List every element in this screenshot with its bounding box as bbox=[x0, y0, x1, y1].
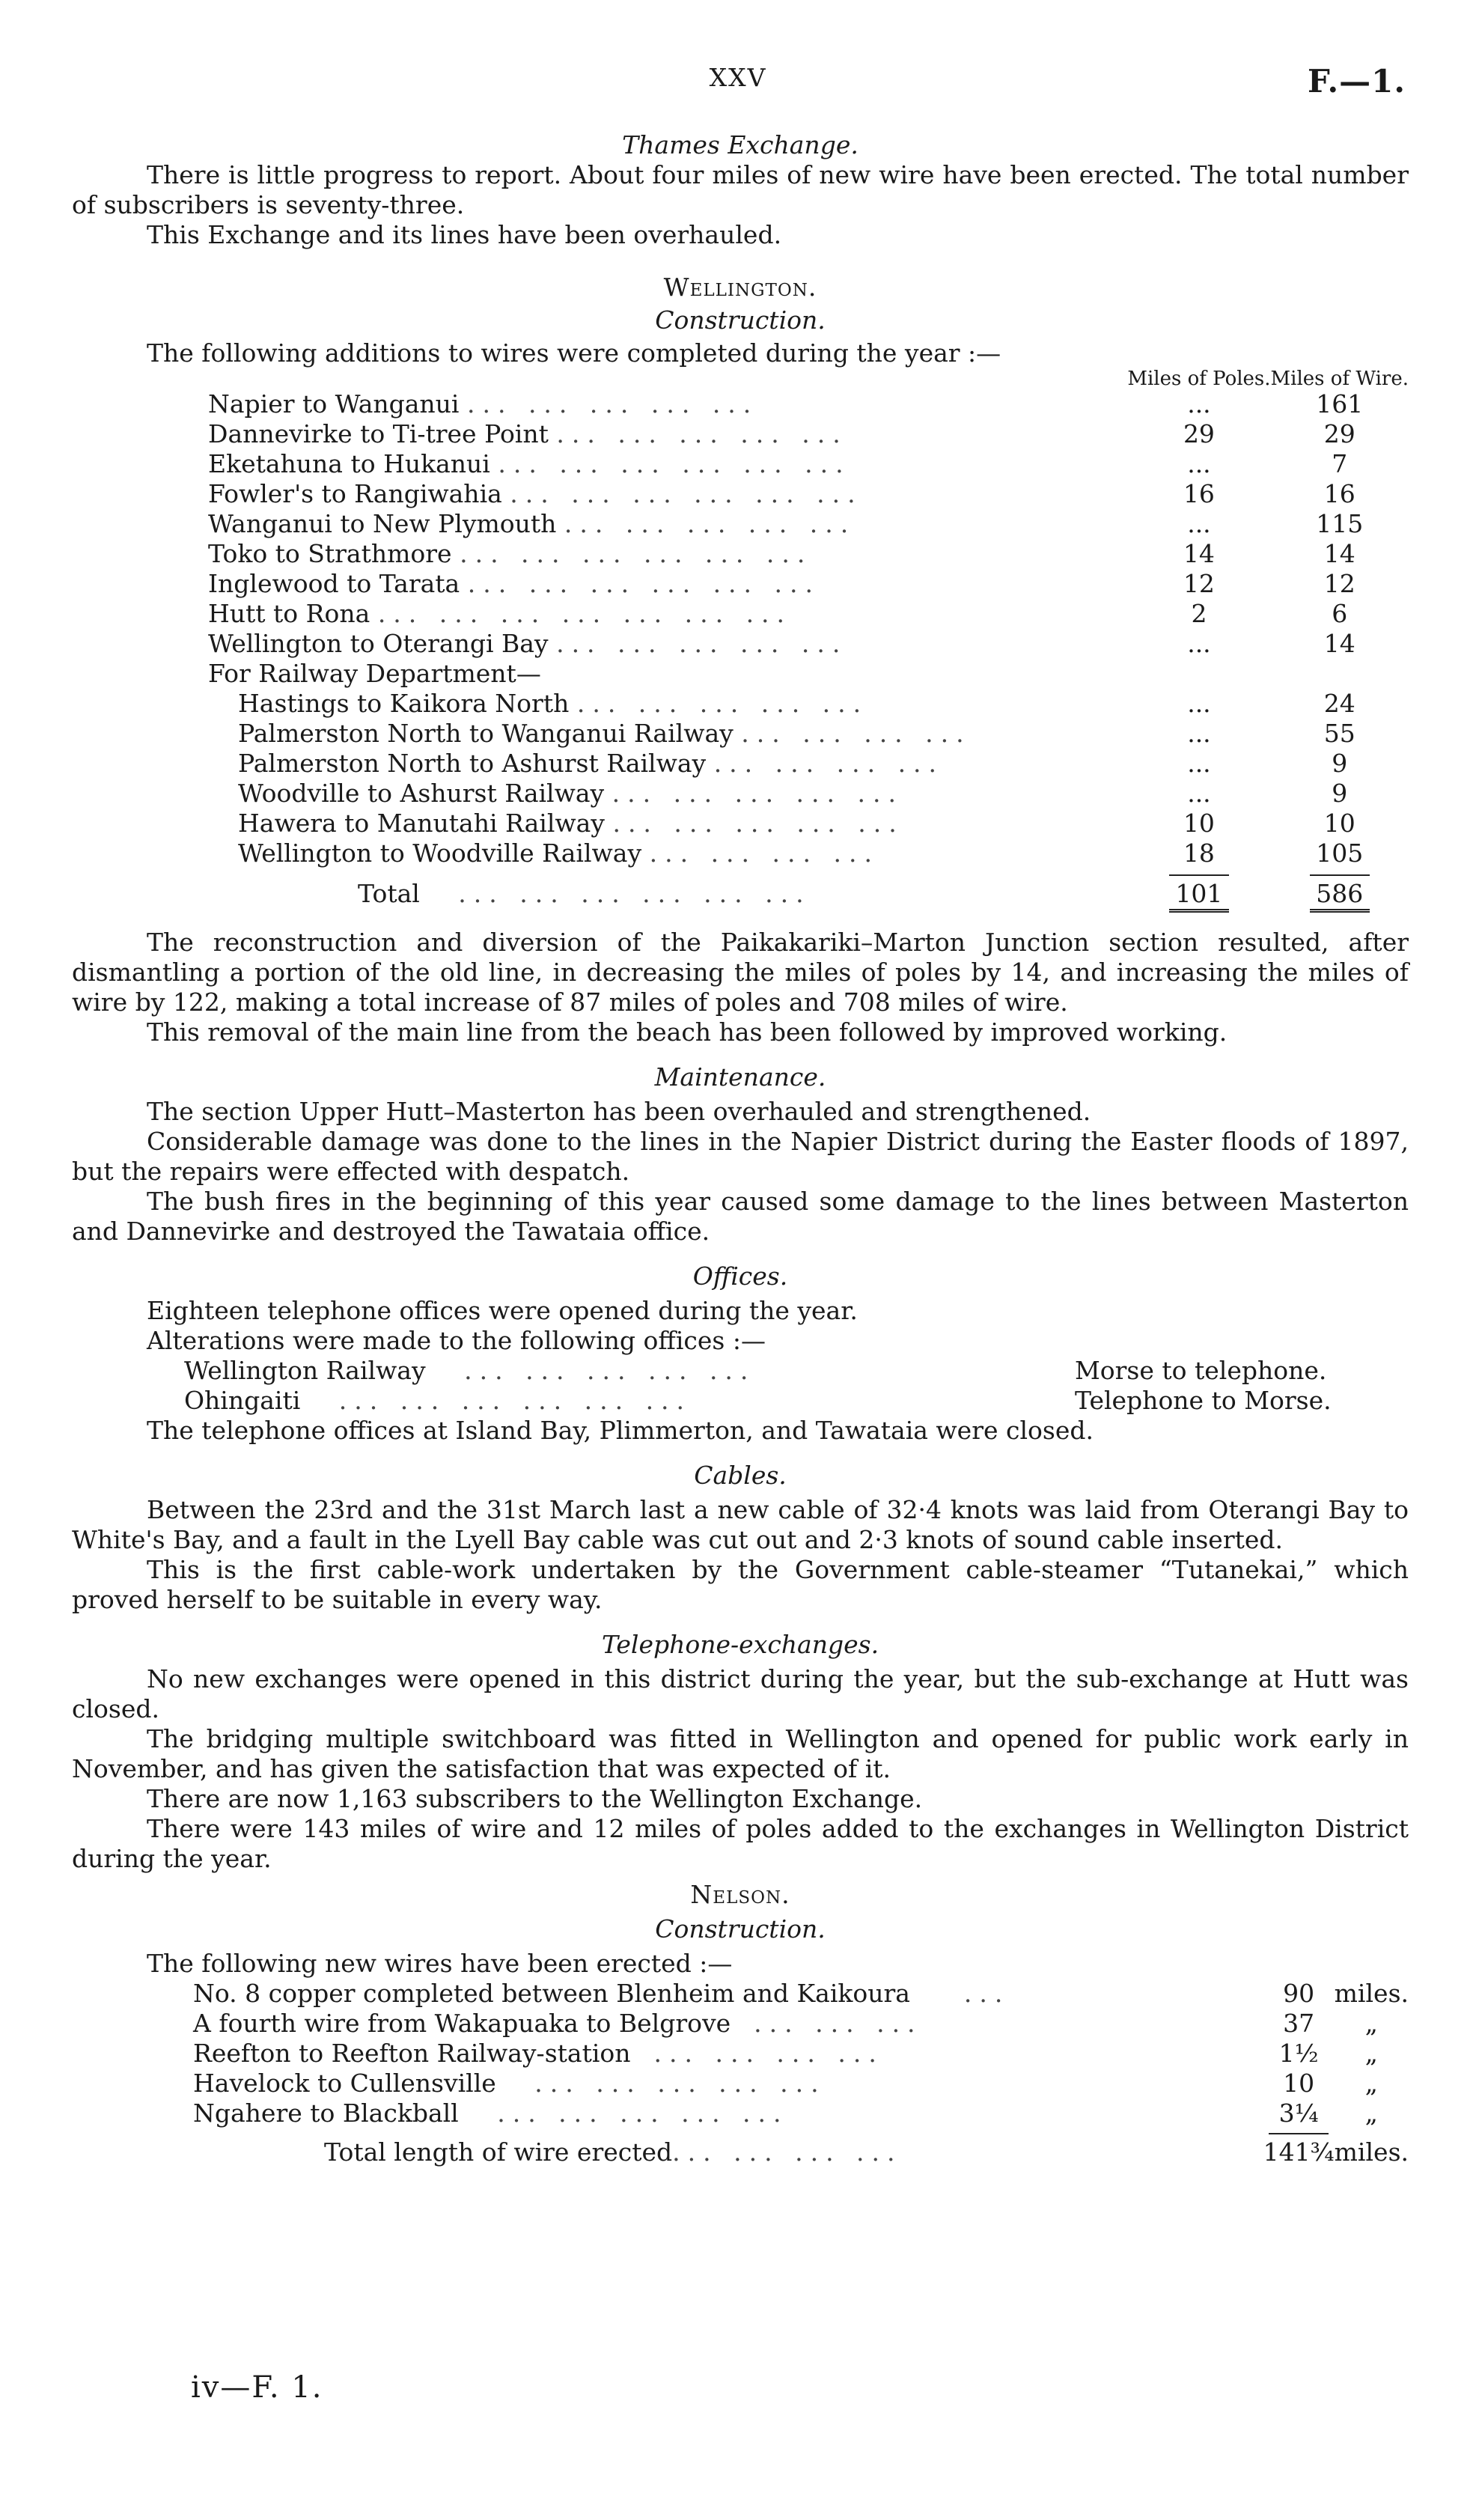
railway-department-row bbox=[208, 659, 1409, 689]
table-row: A fourth wire from Wakapuaka to Belgrove ... ... ... 37 „ bbox=[193, 2009, 1409, 2039]
row-name: Eketahuna to Hukanui bbox=[208, 449, 490, 478]
row-name: Ngahere to Blackball bbox=[193, 2099, 459, 2128]
rule-line bbox=[1169, 874, 1229, 876]
row-wire: 14 bbox=[1323, 539, 1355, 568]
cables-heading: Cables. bbox=[694, 1461, 787, 1490]
nelson-construction-table bbox=[193, 1979, 1409, 2167]
table-row: Reefton to Reefton Railway-station ... ... ... ... 1½ „ bbox=[193, 2039, 1409, 2069]
page-number: XXV bbox=[709, 63, 767, 92]
table-row: Ohingaiti ... ... ... ... ... ... Telephone to Morse. bbox=[184, 1386, 1332, 1415]
table-row: Hawera to Manutahi Railway ... ... ... ... ... 10 10 bbox=[208, 809, 1409, 839]
row-poles: ... bbox=[1187, 509, 1211, 538]
row-poles: 16 bbox=[1183, 479, 1215, 508]
row-wire: 9 bbox=[1332, 779, 1348, 808]
row-name: Woodville to Ashurst Railway bbox=[238, 779, 605, 808]
table-row: Napier to Wanganui ... ... ... ... ... ... 161 bbox=[208, 389, 1409, 419]
page-content bbox=[72, 130, 1409, 2167]
row-poles: ... bbox=[1187, 719, 1211, 748]
rule-line bbox=[1269, 2133, 1329, 2134]
table-row: Wellington to Woodville Railway ... ... ... ... 18 105 bbox=[208, 839, 1409, 868]
nelson-construction-intro: The following new wires have been erected :— bbox=[147, 1949, 733, 1978]
row-wire: 6 bbox=[1332, 599, 1348, 628]
row-name: Havelock to Cullensville bbox=[193, 2069, 496, 2098]
table-row: Wanganui to New Plymouth ... ... ... ... ... ... 115 bbox=[208, 509, 1409, 539]
nelson-heading: Nelson. bbox=[690, 1880, 790, 1909]
row-wire: 105 bbox=[1316, 839, 1364, 868]
row-wire: 24 bbox=[1323, 689, 1355, 718]
row-wire: 7 bbox=[1332, 449, 1348, 478]
nelson-construction-heading: Construction. bbox=[655, 1914, 826, 1944]
row-poles: ... bbox=[1187, 689, 1211, 718]
exchanges-paragraph-4: There were 143 miles of wire and 12 miles of poles added to the exchanges in Wellington District during the year. bbox=[72, 1814, 1409, 1873]
total-unit: miles. bbox=[1334, 2137, 1409, 2167]
table-row: Hutt to Rona ... ... ... ... ... ... ... 2 6 bbox=[208, 599, 1409, 629]
row-value: 1½ bbox=[1278, 2039, 1319, 2068]
exchanges-paragraph-3: There are now 1,163 subscribers to the Wellington Exchange. bbox=[147, 1784, 923, 1813]
total-poles: 101 bbox=[1169, 879, 1229, 913]
wellington-construction-table bbox=[208, 368, 1409, 913]
office-change: Morse to telephone. bbox=[1075, 1356, 1327, 1385]
row-name: Hastings to Kaikora North bbox=[238, 689, 570, 718]
row-wire: 29 bbox=[1323, 419, 1355, 448]
row-unit: „ bbox=[1364, 2039, 1378, 2068]
row-name: No. 8 copper completed between Blenheim and Kaikoura bbox=[193, 1979, 910, 2008]
row-name: Dannevirke to Ti-tree Point bbox=[208, 419, 549, 448]
wellington-construction-heading: Construction. bbox=[655, 305, 826, 335]
table-row: Dannevirke to Ti-tree Point ... ... ... ... ... 29 29 bbox=[208, 419, 1409, 449]
row-poles: ... bbox=[1187, 389, 1211, 419]
row-poles: ... bbox=[1187, 449, 1211, 478]
row-name: Palmerston North to Wanganui Railway bbox=[238, 719, 734, 748]
table-row: Hastings to Kaikora North ... ... ... ... ... ... 24 bbox=[208, 689, 1409, 719]
table-row: Ngahere to Blackball ... ... ... ... ... 3¼ „ bbox=[193, 2099, 1409, 2128]
row-name: Inglewood to Tarata bbox=[208, 569, 460, 598]
table-row: Inglewood to Tarata ... ... ... ... ... ... 12 12 bbox=[208, 569, 1409, 599]
total-wire: 586 bbox=[1310, 879, 1370, 913]
page-signature: iv—F. 1. bbox=[191, 2370, 323, 2405]
total-row: Total ... ... ... ... ... ... 101 586 bbox=[208, 879, 1409, 913]
row-wire: 16 bbox=[1323, 479, 1355, 508]
table-row: Woodville to Ashurst Railway ... ... ... ... ... ... 9 bbox=[208, 779, 1409, 809]
maintenance-paragraph-2: Considerable damage was done to the lines in the Napier District during the Easter floods of 1897, but the repairs were effected with despatch. bbox=[72, 1127, 1409, 1186]
total-rule-row bbox=[208, 868, 1409, 879]
reconstruction-paragraph: The reconstruction and diversion of the Paikakariki–Marton Junction section resulted, after dismantling a portion of the old line, in decreasing the miles of poles by 14, and increasing the miles of wire by 122, making a total increase of 87 miles of poles and 708 miles of wire. bbox=[72, 928, 1409, 1017]
row-poles: ... bbox=[1187, 629, 1211, 658]
row-wire: 10 bbox=[1323, 809, 1355, 838]
row-wire: 9 bbox=[1332, 749, 1348, 778]
office-name: Wellington Railway bbox=[184, 1356, 426, 1385]
row-wire: 115 bbox=[1316, 509, 1364, 538]
cables-paragraph-1: Between the 23rd and the 31st March last a new cable of 32·4 knots was laid from Oterangi Bay to White's Bay, and a fault in the Lyell Bay cable was cut out and 2·3 knots of sound cable inserted. bbox=[72, 1495, 1409, 1554]
row-poles: 29 bbox=[1183, 419, 1215, 448]
row-unit: „ bbox=[1364, 2099, 1378, 2128]
row-value: 10 bbox=[1283, 2069, 1315, 2098]
table-row: Fowler's to Rangiwahia ... ... ... ... ... ... 16 16 bbox=[208, 479, 1409, 509]
total-row: Total length of wire erected... ... ... ... 141¾ miles. bbox=[324, 2137, 1409, 2167]
table-row: No. 8 copper completed between Blenheim and Kaikoura ... 90 miles. bbox=[193, 1979, 1409, 2008]
total-label: Total length of wire erected bbox=[324, 2137, 673, 2167]
row-name: Wellington to Woodville Railway bbox=[238, 839, 642, 868]
row-name: Wellington to Oterangi Bay bbox=[208, 629, 549, 658]
total-rule-row bbox=[193, 2128, 1409, 2137]
row-poles: 14 bbox=[1183, 539, 1215, 568]
row-name: Hawera to Manutahi Railway bbox=[238, 809, 605, 838]
row-poles: 12 bbox=[1183, 569, 1215, 598]
table-row: Wellington Railway ... ... ... ... ... Morse to telephone. bbox=[184, 1356, 1332, 1386]
office-alterations-table bbox=[184, 1356, 1332, 1416]
table-header-row bbox=[208, 368, 1409, 389]
row-wire: 161 bbox=[1316, 389, 1364, 419]
row-name: Toko to Strathmore bbox=[208, 539, 452, 568]
row-name: Reefton to Reefton Railway-station bbox=[193, 2039, 631, 2068]
col-header-miles-of-poles: Miles of Poles. bbox=[1127, 368, 1271, 390]
row-unit: „ bbox=[1364, 2069, 1378, 2098]
thames-paragraph-1: There is little progress to report. About four miles of new wire have been erected. The total number of subscribers is seventy-three. bbox=[72, 160, 1409, 219]
offices-paragraph-3: The telephone offices at Island Bay, Plimmerton, and Tawataia were closed. bbox=[147, 1416, 1094, 1445]
table-row: Eketahuna to Hukanui ... ... ... ... ... ... ... 7 bbox=[208, 449, 1409, 479]
row-value: 90 bbox=[1283, 1979, 1315, 2008]
row-poles: 10 bbox=[1183, 809, 1215, 838]
row-value: 37 bbox=[1283, 2009, 1315, 2038]
row-value: 3¼ bbox=[1278, 2099, 1319, 2128]
exchanges-paragraph-1: No new exchanges were opened in this district during the year, but the sub-exchange at Hutt was closed. bbox=[72, 1664, 1409, 1723]
maintenance-heading: Maintenance. bbox=[654, 1062, 826, 1092]
row-name: A fourth wire from Wakapuaka to Belgrove bbox=[193, 2009, 731, 2038]
offices-paragraph-2: Alterations were made to the following offices :— bbox=[147, 1326, 766, 1355]
row-name: Napier to Wanganui bbox=[208, 389, 460, 419]
row-name: Hutt to Rona bbox=[208, 599, 370, 628]
telephone-exchanges-heading: Telephone-exchanges. bbox=[601, 1630, 879, 1659]
offices-heading: Offices. bbox=[692, 1261, 788, 1291]
document-reference: F.—1. bbox=[1307, 63, 1406, 100]
row-poles: ... bbox=[1187, 779, 1211, 808]
offices-paragraph-1: Eighteen telephone offices were opened during the year. bbox=[147, 1296, 858, 1325]
railway-department-label: For Railway Department— bbox=[208, 659, 541, 688]
wellington-heading: Wellington. bbox=[663, 273, 817, 302]
wellington-construction-intro: The following additions to wires were completed during the year :— bbox=[147, 338, 1001, 368]
col-header-miles-of-wire: Miles of Wire. bbox=[1270, 368, 1409, 390]
table-row: Havelock to Cullensville ... ... ... ... ... 10 „ bbox=[193, 2069, 1409, 2099]
row-name: Fowler's to Rangiwahia bbox=[208, 479, 502, 508]
row-wire: 55 bbox=[1323, 719, 1355, 748]
cables-paragraph-2: This is the first cable-work undertaken by the Government cable-steamer “Tutanekai,” which proved herself to be suitable in every way. bbox=[72, 1555, 1409, 1614]
table-row: Palmerston North to Wanganui Railway ... ... ... ... ... 55 bbox=[208, 719, 1409, 749]
thames-paragraph-2: This Exchange and its lines have been overhauled. bbox=[147, 220, 782, 249]
row-name: Palmerston North to Ashurst Railway bbox=[238, 749, 707, 778]
row-name: Wanganui to New Plymouth bbox=[208, 509, 557, 538]
row-poles: ... bbox=[1187, 749, 1211, 778]
total-label: Total bbox=[358, 879, 420, 908]
row-unit: miles. bbox=[1334, 1979, 1409, 2008]
office-change: Telephone to Morse. bbox=[1075, 1386, 1332, 1415]
table-row: Toko to Strathmore ... ... ... ... ... ... 14 14 bbox=[208, 539, 1409, 569]
row-poles: 18 bbox=[1183, 839, 1215, 868]
maintenance-paragraph-1: The section Upper Hutt–Masterton has been overhauled and strengthened. bbox=[147, 1097, 1091, 1126]
table-row: Palmerston North to Ashurst Railway ... ... ... ... ... 9 bbox=[208, 749, 1409, 779]
row-unit: „ bbox=[1364, 2009, 1378, 2038]
thames-exchange-heading: Thames Exchange. bbox=[622, 130, 859, 159]
table-row: Wellington to Oterangi Bay ... ... ... ... ... ... 14 bbox=[208, 629, 1409, 659]
row-wire: 12 bbox=[1323, 569, 1355, 598]
exchanges-paragraph-2: The bridging multiple switchboard was fitted in Wellington and opened for public work early in November, and has given the satisfaction that was expected of it. bbox=[72, 1724, 1409, 1783]
row-poles: 2 bbox=[1191, 599, 1207, 628]
total-value: 141¾ bbox=[1263, 2137, 1335, 2167]
row-wire: 14 bbox=[1323, 629, 1355, 658]
rule-line bbox=[1310, 874, 1370, 876]
removal-paragraph: This removal of the main line from the beach has been followed by improved working. bbox=[147, 1017, 1228, 1047]
maintenance-paragraph-3: The bush fires in the beginning of this year caused some damage to the lines between Masterton and Dannevirke and destroyed the Tawataia office. bbox=[72, 1187, 1409, 1246]
office-name: Ohingaiti bbox=[184, 1386, 301, 1415]
